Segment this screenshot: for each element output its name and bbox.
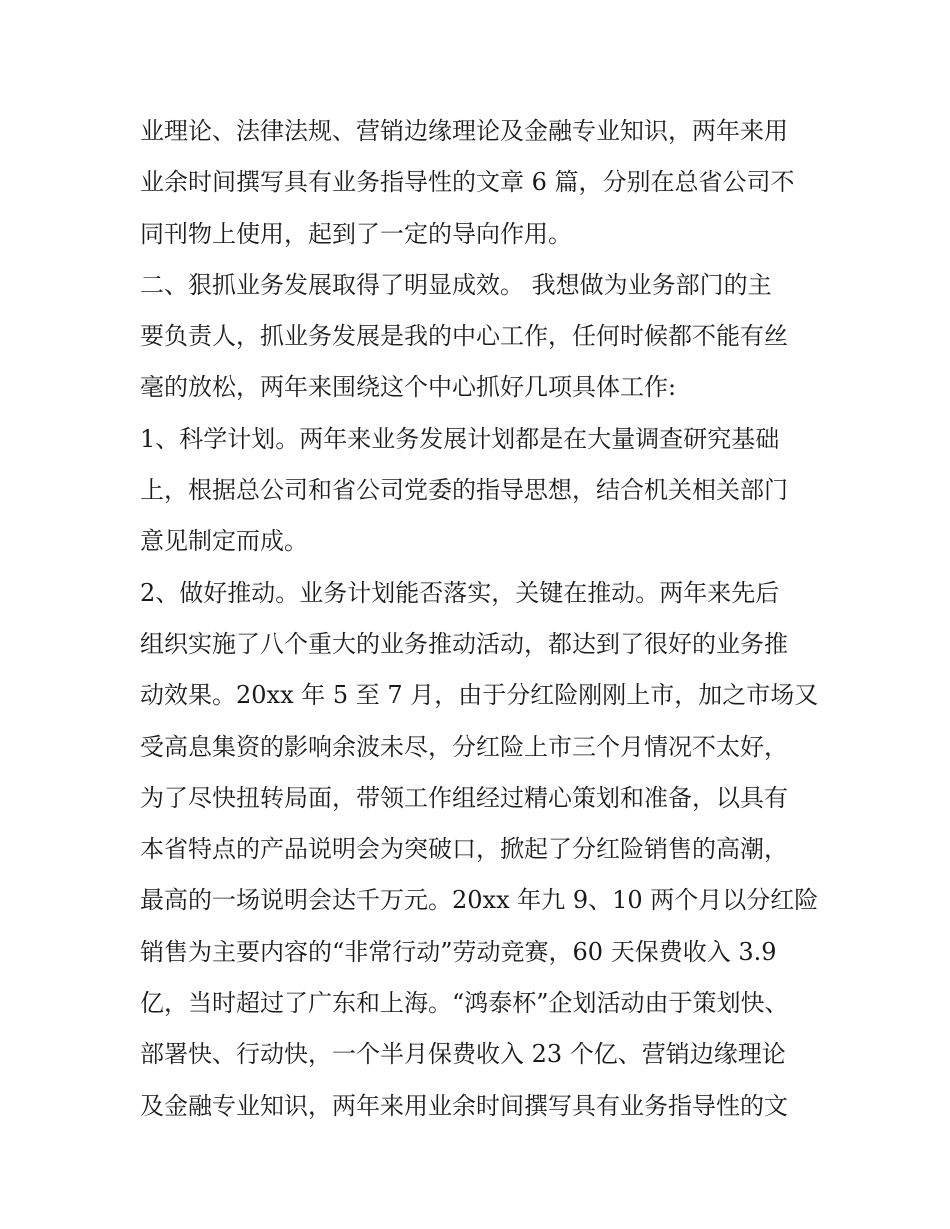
text-line-4: 二、狠抓业务发展取得了明显成效。 我想做为业务部门的主	[140, 270, 772, 299]
text-line-6: 毫的放松，两年来围绕这个中心抓好几项具体工作:	[140, 373, 677, 402]
text-line-19: 部署快、行动快，一个半月保费收入 23 个亿、营销边缘理论	[140, 1040, 786, 1069]
text-line-3: 同刊物上使用，起到了一定的导向作用。	[140, 219, 572, 248]
text-line-15: 本省特点的产品说明会为突破口，掀起了分红险销售的高潮，	[140, 835, 788, 864]
text-line-14: 为了尽快扭转局面，带领工作组经过精心策划和准备，以具有	[140, 783, 788, 812]
document-body	[140, 112, 820, 1138]
text-line-1: 业理论、法律法规、营销边缘理论及金融专业知识，两年来用	[140, 117, 788, 145]
text-line-9: 意见制定而成。	[140, 527, 308, 556]
text-line-16: 最高的一场说明会达千万元。20xx 年九 9、10 两个月以分红险	[140, 886, 819, 915]
text-line-20: 及金融专业知识，两年来用业余时间撰写具有业务指导性的文	[140, 1091, 788, 1120]
text-line-2: 业余时间撰写具有业务指导性的文章 6 篇，分别在总省公司不	[140, 168, 795, 197]
text-line-12: 动效果。20xx 年 5 至 7 月，由于分红险刚刚上市，加之市场又	[140, 681, 819, 710]
text-line-11: 组织实施了八个重大的业务推动活动，都达到了很好的业务推	[140, 629, 788, 658]
text-line-7: 1、科学计划。两年来业务发展计划都是在大量调查研究基础	[140, 424, 780, 453]
text-line-8: 上，根据总公司和省公司党委的指导思想，结合机关相关部门	[140, 476, 788, 505]
text-line-13: 受高息集资的影响余波未尽，分红险上市三个月情况不太好，	[140, 732, 788, 761]
text-line-5: 要负责人，抓业务发展是我的中心工作，任何时候都不能有丝	[140, 322, 788, 351]
text-line-18: 亿，当时超过了广东和上海。“鸿泰杯”企划活动由于策划快、	[140, 989, 789, 1018]
text-line-17: 销售为主要内容的“非常行动”劳动竞赛，60 天保费收入 3.9	[140, 937, 777, 966]
text-line-10: 2、做好推动。业务计划能否落实，关键在推动。两年来先后	[140, 578, 780, 607]
